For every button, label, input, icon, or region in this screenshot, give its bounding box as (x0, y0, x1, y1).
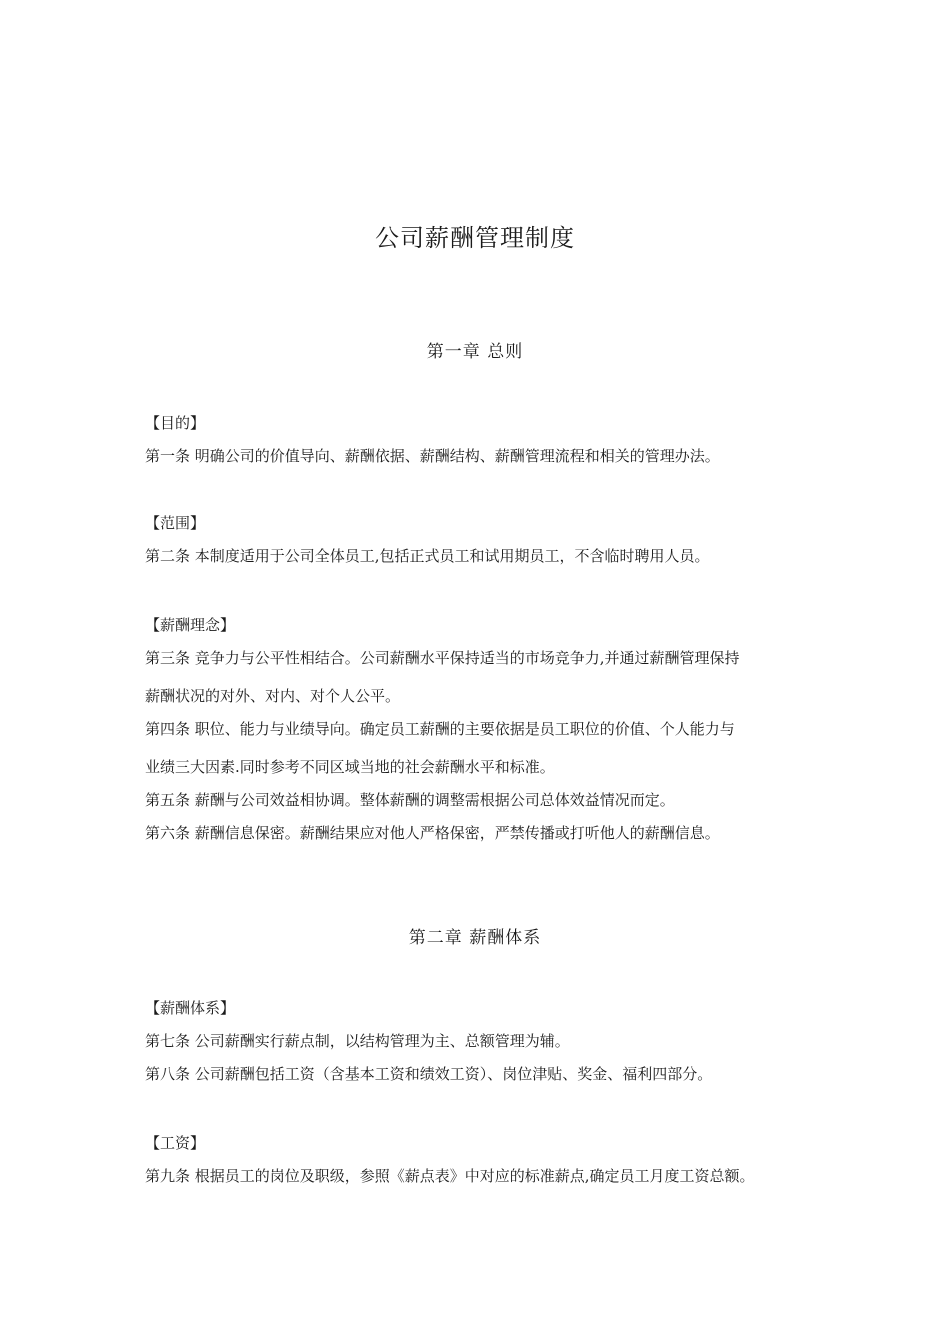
article-8: 第八条 公司薪酬包括工资（含基本工资和绩效工资）、岗位津贴、奖金、福利四部分。 (145, 1065, 713, 1083)
section-heading: 【目的】 (145, 414, 206, 432)
document-title: 公司薪酬管理制度 (375, 224, 575, 252)
section-heading: 【薪酬体系】 (145, 999, 236, 1017)
chapter-title: 第一章 总则 (426, 342, 524, 362)
section-heading: 【工资】 (145, 1134, 206, 1152)
article-4-line-1: 第四条 职位、能力与业绩导向。确定员工薪酬的主要依据是员工职位的价值、个人能力与 (145, 720, 735, 738)
article-2: 第二条 本制度适用于公司全体员工,包括正式员工和试用期员工，不含临时聘用人员。 (145, 547, 710, 565)
article-6: 第六条 薪酬信息保密。薪酬结果应对他人严格保密，严禁传播或打听他人的薪酬信息。 (145, 824, 720, 842)
article-4-line-2: 业绩三大因素.同时参考不同区域当地的社会薪酬水平和标准。 (145, 758, 555, 776)
article-9: 第九条 根据员工的岗位及职级，参照《薪点表》中对应的标准薪点,确定员工月度工资总额。 (145, 1167, 755, 1185)
chapter-title: 第二章 薪酬体系 (408, 928, 542, 948)
article-3-line-2: 薪酬状况的对外、对内、对个人公平。 (145, 687, 401, 705)
article-3-line-1: 第三条 竞争力与公平性相结合。公司薪酬水平保持适当的市场竞争力,并通过薪酬管理保持 (145, 649, 740, 667)
article-7: 第七条 公司薪酬实行薪点制，以结构管理为主、总额管理为辅。 (145, 1032, 570, 1050)
section-pay-system (145, 996, 825, 1086)
article-1: 第一条 明确公司的价值导向、薪酬依据、薪酬结构、薪酬管理流程和相关的管理办法。 (145, 447, 720, 465)
article-5: 第五条 薪酬与公司效益相协调。整体薪酬的调整需根据公司总体效益情况而定。 (145, 791, 675, 809)
section-wages (145, 1131, 825, 1188)
section-heading: 【范围】 (145, 514, 206, 532)
section-scope (145, 511, 825, 568)
section-purpose (145, 411, 825, 468)
section-heading: 【薪酬理念】 (145, 616, 236, 634)
section-philosophy (145, 613, 825, 845)
